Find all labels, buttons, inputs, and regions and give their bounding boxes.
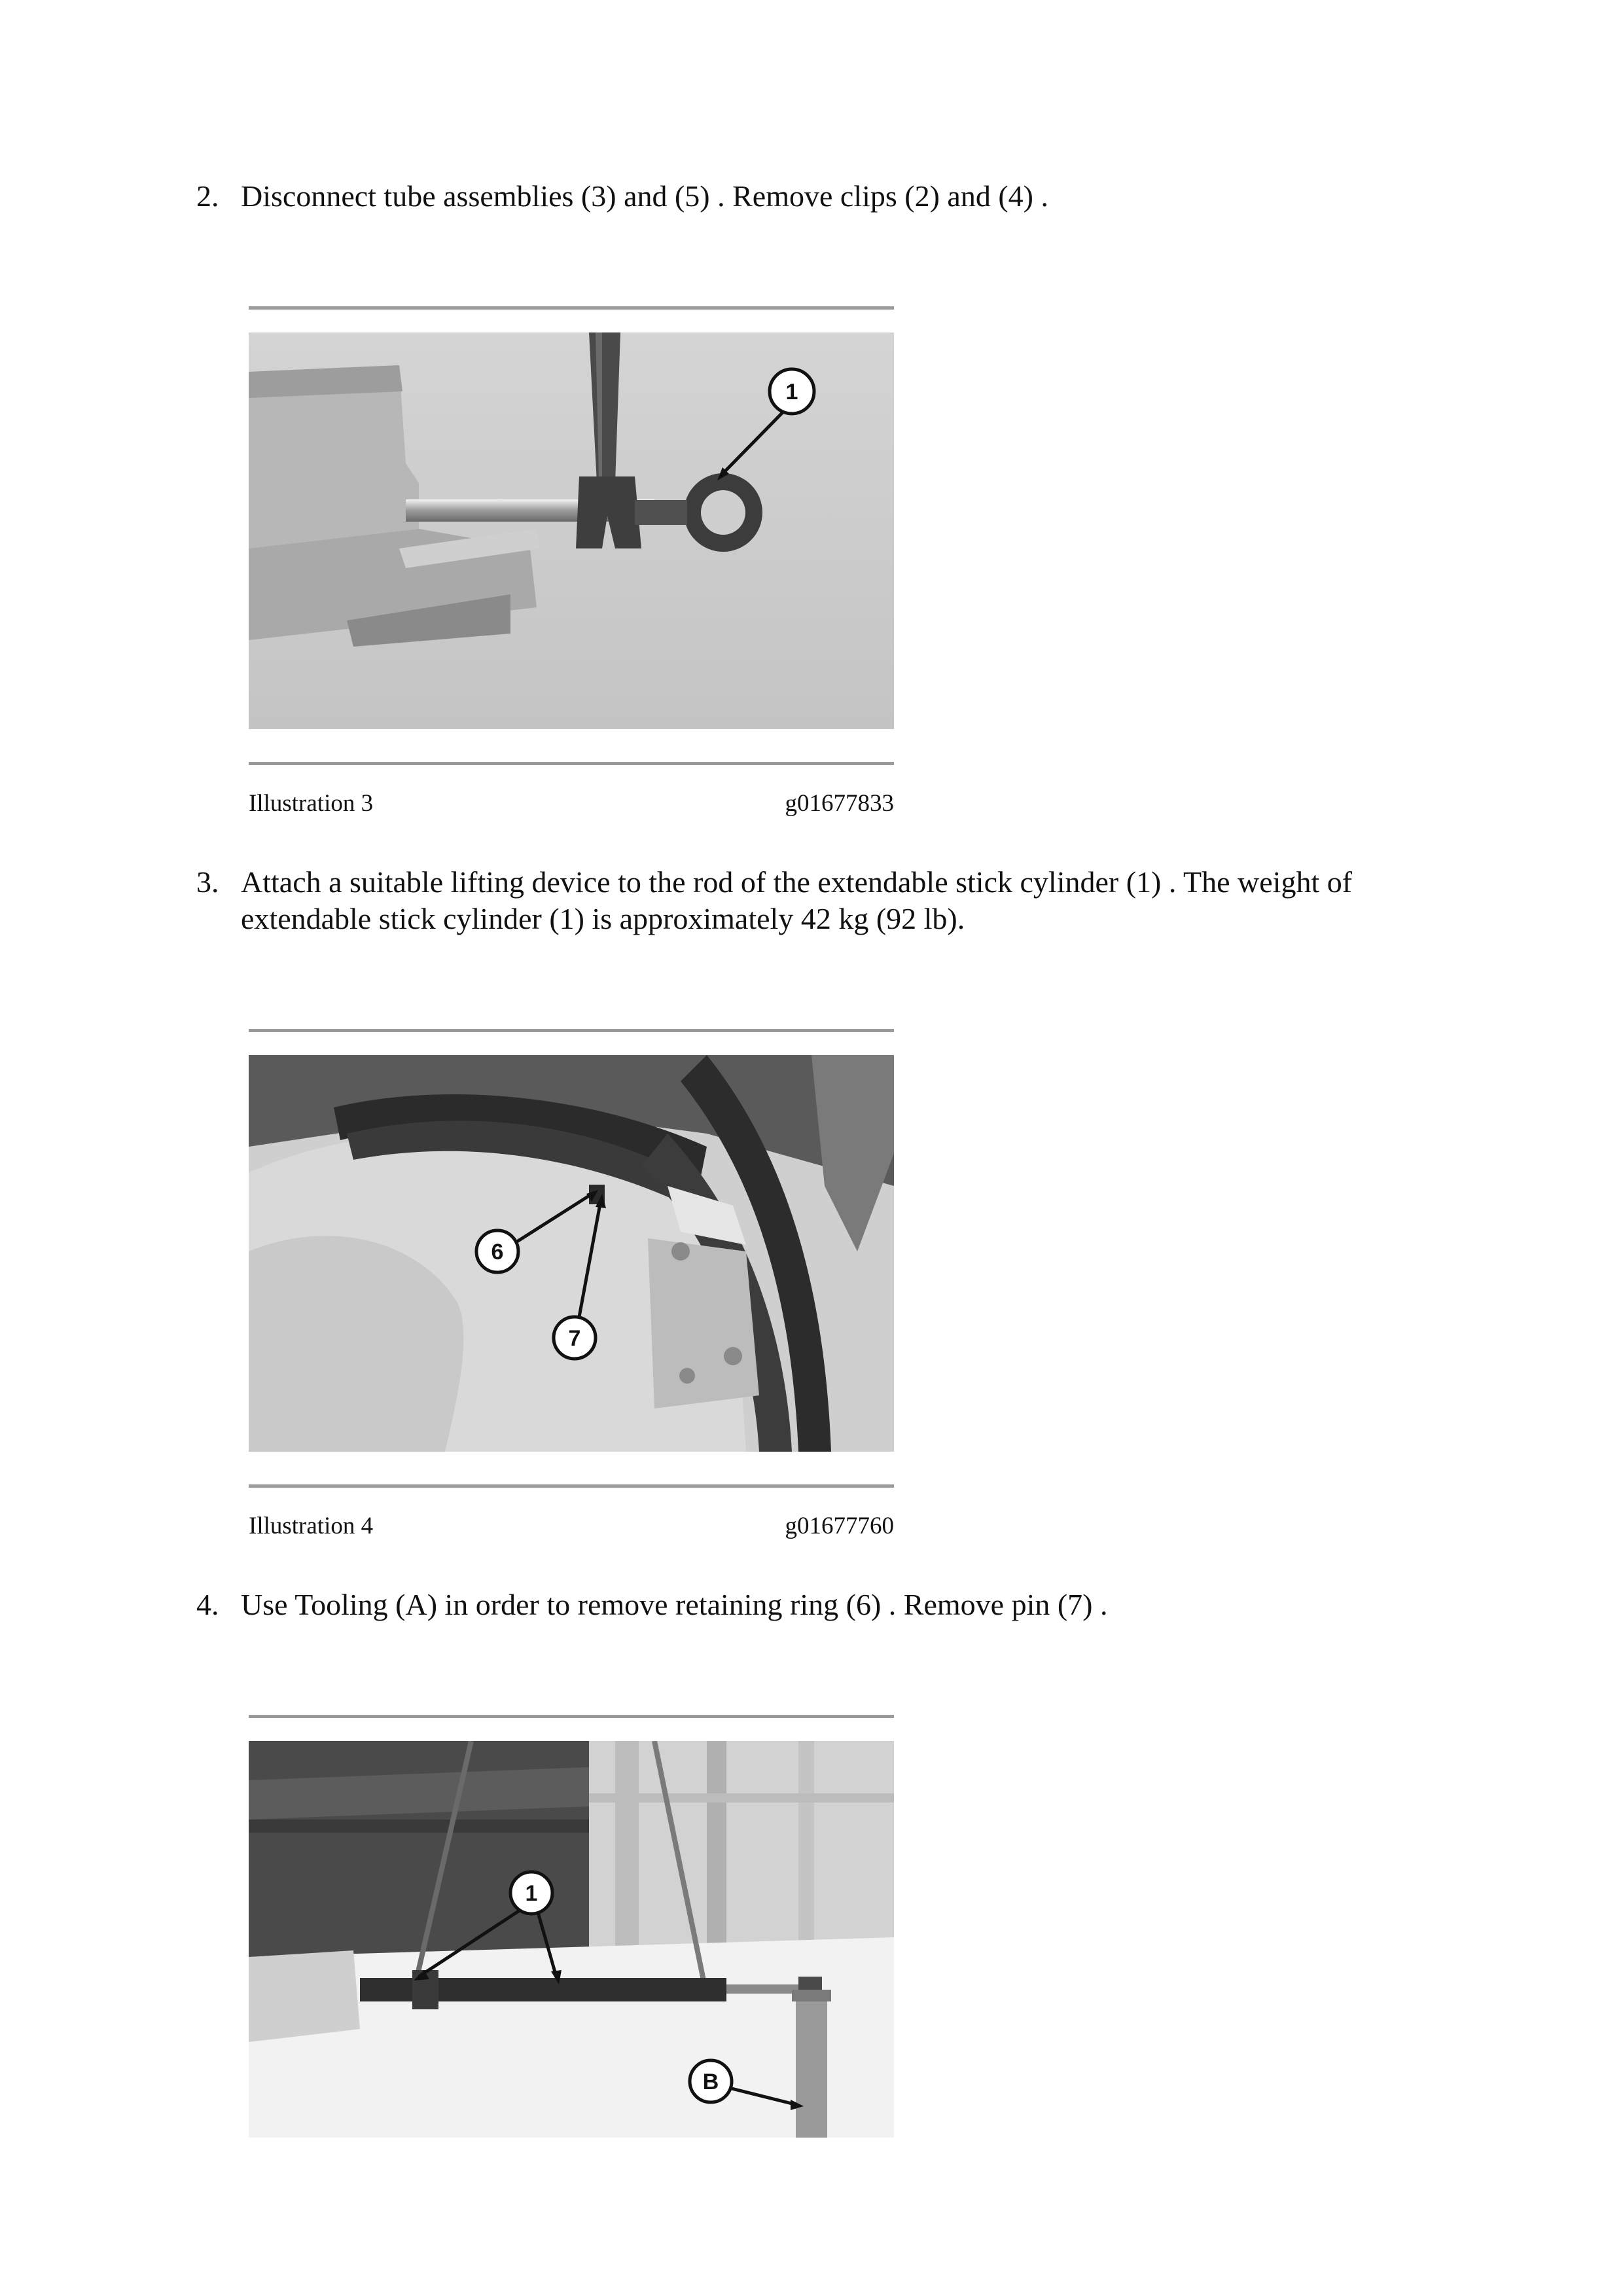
step-text: Attach a suitable lifting device to the rod of the extendable stick cylinder (1) . The weight of extendable stick cylinder (1) is approximately 42 kg (92 lb). bbox=[241, 865, 1353, 935]
callout-label: 7 bbox=[568, 1326, 581, 1351]
illustration-code: g01677760 bbox=[785, 1513, 894, 1539]
step-number: 3. bbox=[196, 865, 219, 899]
divider bbox=[249, 306, 894, 310]
divider bbox=[249, 762, 894, 765]
step-number: 4. bbox=[196, 1588, 219, 1621]
illustration-label: Illustration 4 bbox=[249, 1513, 374, 1539]
illustration-4-image bbox=[249, 1055, 894, 1452]
step-number: 2. bbox=[196, 179, 219, 213]
divider bbox=[249, 1715, 894, 1718]
callout-label: B bbox=[702, 2070, 719, 2094]
callout-label: 1 bbox=[785, 380, 798, 404]
step-text: Use Tooling (A) in order to remove retaining ring (6) . Remove pin (7) . bbox=[241, 1588, 1108, 1621]
divider bbox=[249, 1029, 894, 1032]
illustration-5-image bbox=[249, 1741, 894, 2138]
callout-label: 6 bbox=[491, 1240, 504, 1265]
callout-label: 1 bbox=[525, 1881, 538, 1906]
divider bbox=[249, 1484, 894, 1488]
step-text: Disconnect tube assemblies (3) and (5) . Remove clips (2) and (4) . bbox=[241, 179, 1048, 213]
illustration-code: g01677833 bbox=[785, 790, 894, 817]
illustration-label: Illustration 3 bbox=[249, 790, 374, 817]
illustration-3-image bbox=[249, 332, 894, 729]
